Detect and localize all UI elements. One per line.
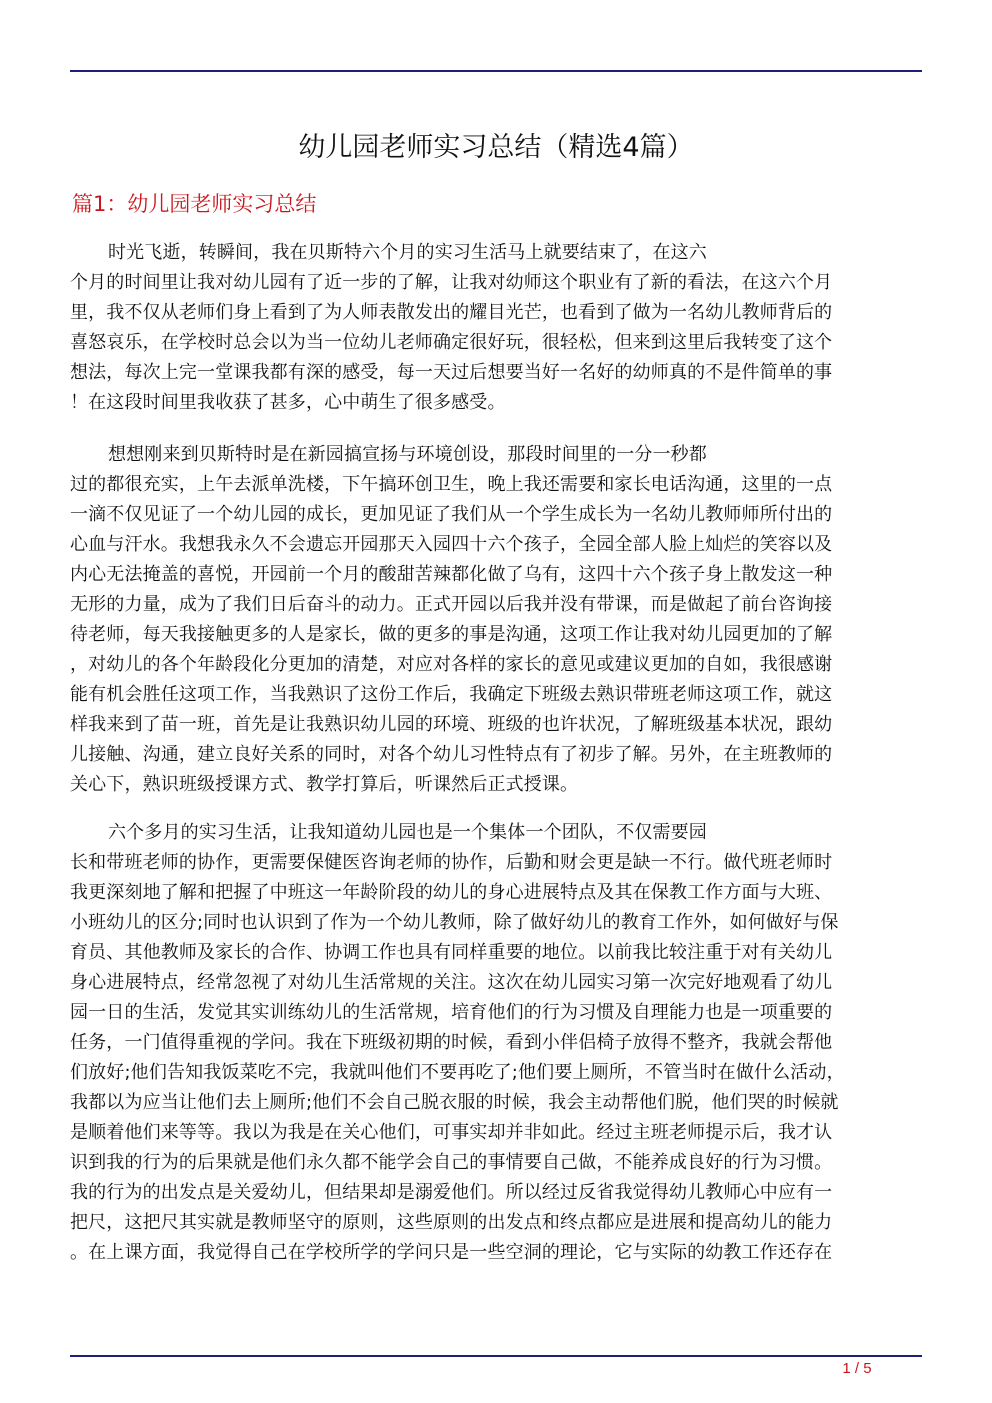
- text-line: ！在这段时间里我收获了甚多，心中萌生了很多感受。: [70, 392, 506, 413]
- text-line: 想法，每次上完一堂课我都有深的感受，每一天过后想要当好一名好的幼师真的不是件简单的事: [70, 362, 833, 383]
- document-title: 幼儿园老师实习总结（精选4篇）: [298, 132, 694, 163]
- text-line: 任务，一门值得重视的学问。我在下班级初期的时候，看到小伴侣椅子放得不整齐，我就会帮他: [70, 1032, 833, 1053]
- text-line: 一滴不仅见证了一个幼儿园的成长，更加见证了我们从一个学生成长为一名幼儿教师师所付出的: [70, 504, 833, 525]
- text-line: 我的行为的出发点是关爱幼儿，但结果却是溺爱他们。所以经过反省我觉得幼儿教师心中应有一: [70, 1182, 833, 1203]
- text-line: 是顺着他们来等等。我以为我是在关心他们，可事实却并非如此。经过主班老师提示后，我才认: [70, 1122, 833, 1143]
- text-line: 过的都很充实，上午去派单洗楼，下午搞环创卫生，晚上我还需要和家长电话沟通，这里的一点: [70, 474, 833, 495]
- text-line: 育员、其他教师及家长的合作、协调工作也具有同样重要的地位。以前我比较注重于对有关幼儿: [70, 942, 833, 963]
- paragraph-1: [70, 238, 922, 418]
- text-line: 喜怒哀乐，在学校时总会以为当一位幼儿老师确定很好玩，很轻松，但来到这里后我转变了这个: [70, 332, 833, 353]
- paragraph-2: [70, 440, 922, 800]
- text-line: 儿接触、沟通，建立良好关系的同时，对各个幼儿习性特点有了初步了解。另外，在主班教师的: [70, 744, 833, 765]
- text-line: 把尺，这把尺其实就是教师坚守的原则，这些原则的出发点和终点都应是进展和提高幼儿的能力: [70, 1212, 833, 1233]
- text-line: 六个多月的实习生活，让我知道幼儿园也是一个集体一个团队，不仅需要园: [108, 822, 707, 843]
- text-line: ，对幼儿的各个年龄段化分更加的清楚，对应对各样的家长的意见或建议更加的自如，我很感谢: [70, 654, 833, 675]
- page-number: 1 / 5: [842, 1360, 872, 1377]
- text-line: 无形的力量，成为了我们日后奋斗的动力。正式开园以后我并没有带课，而是做起了前台咨询接: [70, 594, 833, 615]
- text-line: 我更深刻地了解和把握了中班这一年龄阶段的幼儿的身心进展特点及其在保教工作方面与大班、: [70, 882, 833, 903]
- text-line: 长和带班老师的协作，更需要保健医咨询老师的协作，后勤和财会更是缺一不行。做代班老师时: [70, 852, 833, 873]
- text-line: 身心进展特点，经常忽视了对幼儿生活常规的关注。这次在幼儿园实习第一次完好地观看了幼儿: [70, 972, 833, 993]
- text-line: 样我来到了苗一班，首先是让我熟识幼儿园的环境、班级的也许状况，了解班级基本状况，跟幼: [70, 714, 833, 735]
- text-line: 。在上课方面，我觉得自己在学校所学的学问只是一些空洞的理论，它与实际的幼教工作还存在: [70, 1242, 833, 1263]
- text-line: 识到我的行为的后果就是他们永久都不能学会自己的事情要自己做，不能养成良好的行为习惯。: [70, 1152, 833, 1173]
- text-line: 园一日的生活，发觉其实训练幼儿的生活常规，培育他们的行为习惯及自理能力也是一项重要的: [70, 1002, 833, 1023]
- footer-rule: [70, 1355, 922, 1357]
- section-heading: 篇1：幼儿园老师实习总结: [72, 192, 317, 216]
- text-line: 心血与汗水。我想我永久不会遗忘开园那天入园四十六个孩子，全园全部人脸上灿烂的笑容以及: [70, 534, 833, 555]
- text-line: 时光飞逝，转瞬间，我在贝斯特六个月的实习生活马上就要结束了，在这六: [108, 242, 707, 263]
- header-rule: [70, 70, 922, 72]
- text-line: 想想刚来到贝斯特时是在新园搞宣扬与环境创设，那段时间里的一分一秒都: [108, 444, 707, 465]
- text-line: 内心无法掩盖的喜悦，开园前一个月的酸甜苦辣都化做了乌有，这四十六个孩子身上散发这一种: [70, 564, 833, 585]
- paragraph-3: [70, 818, 922, 1268]
- text-line: 关心下，熟识班级授课方式、教学打算后，听课然后正式授课。: [70, 774, 579, 795]
- text-line: 小班幼儿的区分;同时也认识到了作为一个幼儿教师，除了做好幼儿的教育工作外，如何做好与保: [70, 912, 839, 933]
- text-line: 我都以为应当让他们去上厕所;他们不会自己脱衣服的时候，我会主动帮他们脱，他们哭的时候就: [70, 1092, 839, 1113]
- text-line: 里，我不仅从老师们身上看到了为人师表散发出的耀目光芒，也看到了做为一名幼儿教师背后的: [70, 302, 833, 323]
- text-line: 待老师，每天我接触更多的人是家长，做的更多的事是沟通，这项工作让我对幼儿园更加的了解: [70, 624, 833, 645]
- text-line: 能有机会胜任这项工作，当我熟识了这份工作后，我确定下班级去熟识带班老师这项工作，就这: [70, 684, 833, 705]
- text-line: 个月的时间里让我对幼儿园有了近一步的了解，让我对幼师这个职业有了新的看法，在这六个月: [70, 272, 833, 293]
- text-line: 们放好;他们告知我饭菜吃不完，我就叫他们不要再吃了;他们要上厕所，不管当时在做什么活动，: [70, 1062, 845, 1083]
